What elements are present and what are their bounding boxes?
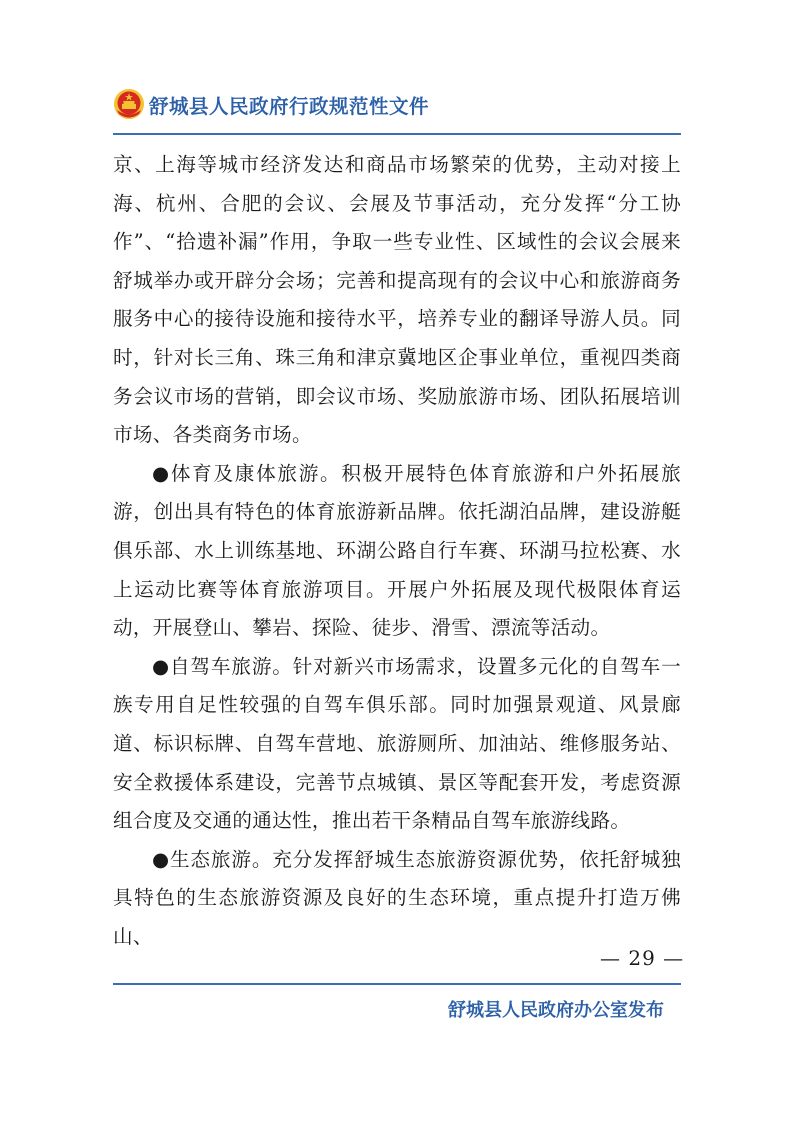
header-title: 舒城县人民政府行政规范性文件 — [149, 95, 430, 118]
document-body — [113, 146, 681, 956]
document-header — [113, 88, 681, 128]
paragraph-sports-tourism: ●体育及康体旅游。积极开展特色体育旅游和户外拓展旅游，创出具有特色的体育旅游新品牌。依托湖泊品牌，建设游艇俱乐部、水上训练基地、环湖公路自行车赛、环湖马拉松赛、水上运动比赛等体育旅游项目。开展户外拓展及现代极限体育运动，开展登山、攀岩、探险、徒步、滑雪、漂流等活动。 — [113, 461, 681, 640]
footer-divider — [113, 983, 681, 985]
paragraph-business-tourism: 京、上海等城市经济发达和商品市场繁荣的优势，主动对接上海、杭州、合肥的会议、会展及节事活动，充分发挥“分工协作”、“拾遗补漏”作用，争取一些专业性、区域性的会议会展来舒城举办或开辟分会场；完善和提高现有的会议中心和旅游商务服务中心的接待设施和接待水平，培养专业的翻译导游人员。同时，针对长三角、珠三角和津京冀地区企事业单位，重视四类商务会议市场的营销，即会议市场、奖励旅游市场、团队拓展培训市场、各类商务市场。 — [113, 153, 681, 447]
page-number: — 29 — — [600, 946, 685, 970]
paragraph-eco-tourism: ●生态旅游。充分发挥舒城生态旅游资源优势，依托舒城独具特色的生态旅游资源及良好的生态环境，重点提升打造万佛山、 — [113, 847, 681, 948]
header-divider — [113, 133, 681, 135]
national-emblem-icon — [113, 88, 145, 120]
footer-publisher: 舒城县人民政府办公室发布 — [448, 1000, 664, 1021]
paragraph-self-drive-tourism: ●自驾车旅游。针对新兴市场需求，设置多元化的自驾车一族专用自足性较强的自驾车俱乐部。同时加强景观道、风景廊道、标识标牌、自驾车营地、旅游厕所、加油站、维修服务站、安全救援体系建设，完善节点城镇、景区等配套开发，考虑资源组合度及交通的通达性，推出若干条精品自驾车旅游线路。 — [113, 654, 681, 833]
